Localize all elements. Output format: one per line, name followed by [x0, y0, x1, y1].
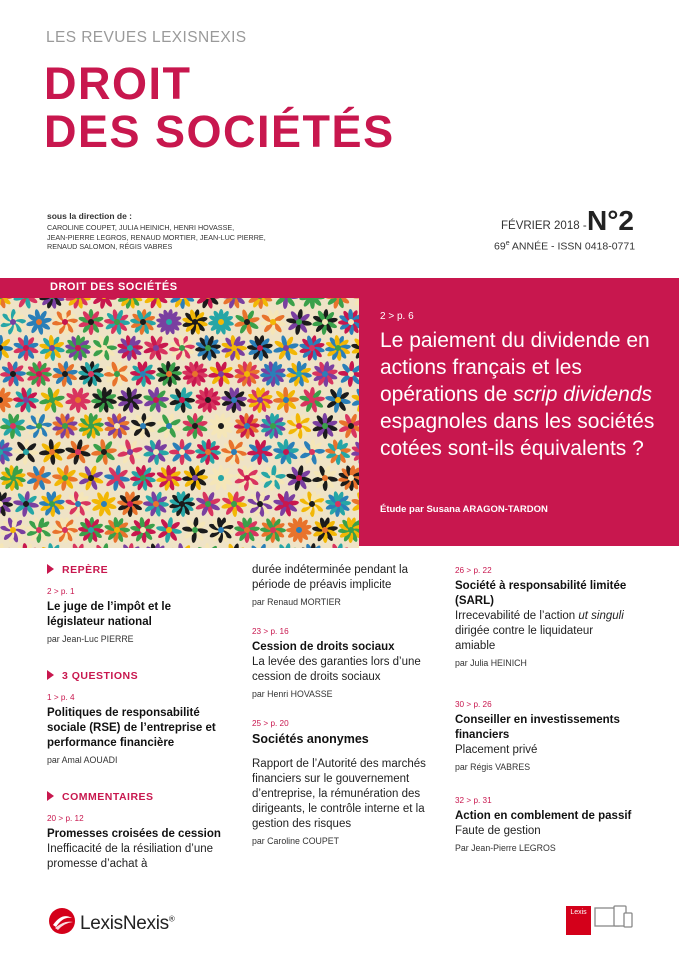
- article-author: Par Jean-Pierre LEGROS: [455, 843, 556, 853]
- lexisnexis-logo-icon: [47, 906, 77, 941]
- editors-list: [47, 223, 277, 252]
- journal-title-line2: DES SOCIÉTÉS: [44, 106, 395, 157]
- year-number: 69: [494, 240, 506, 253]
- article-ref: 20 > p. 12: [47, 814, 84, 823]
- article-author: par Henri HOVASSE: [252, 689, 333, 699]
- article-description: Faute de gestion: [455, 825, 541, 837]
- article-author: par Amal AOUADI: [47, 755, 118, 765]
- section-3-questions: [47, 669, 227, 684]
- triangle-icon: [47, 564, 54, 574]
- issue-year-issn: [494, 240, 635, 253]
- section-label: COMMENTAIRES: [62, 791, 154, 803]
- editors-line: JEAN-PIERRE LEGROS, RENAUD MORTIER, JEAN-LUC PIERRE,: [47, 232, 266, 242]
- section-repere: [47, 563, 227, 578]
- series-name: LES REVUES LEXISNEXIS: [46, 29, 247, 46]
- column-left: [47, 563, 227, 872]
- article-author: par Renaud MORTIER: [252, 597, 341, 607]
- desc-part: dirigée contre le liquidateur amiable: [455, 625, 594, 652]
- editors-line: CAROLINE COUPET, JULIA HEINICH, HENRI HOVASSE,: [47, 223, 235, 232]
- author-prefix: Étude par Susana: [380, 504, 463, 515]
- article-ref: 1 > p. 4: [47, 693, 75, 702]
- article-title[interactable]: Cession de droits sociaux: [252, 641, 395, 653]
- desc-part: Irrecevabilité de l’action: [455, 610, 579, 622]
- feature-title[interactable]: [380, 327, 675, 462]
- badge-text: Lexis: [570, 909, 587, 916]
- article-description: Rapport de l’Autorité des marchés financiers sur le gouvernement d’entreprise, la rémunération des dirigeants, le contrôle interne et la gestion des risques: [252, 758, 426, 830]
- triangle-icon: [47, 670, 54, 680]
- logo-word: LexisNexis: [80, 913, 169, 934]
- feature-author: [380, 504, 548, 515]
- journal-title: [44, 60, 395, 156]
- article-ref: 30 > p. 26: [455, 700, 492, 709]
- article-title[interactable]: Action en comblement de passif: [455, 810, 632, 822]
- article-title[interactable]: Politiques de responsabilité sociale (RSE) de l’entreprise et performance financière: [47, 707, 216, 749]
- feature-ref: 2 > p. 6: [380, 311, 414, 322]
- article-description: Placement privé: [455, 744, 538, 756]
- cover-mosaic-image: [0, 296, 359, 548]
- desc-italic: ut singuli: [578, 610, 624, 622]
- devices-icon: [594, 904, 634, 939]
- lexisnexis-logo-text: [80, 913, 174, 935]
- article-ref: 25 > p. 20: [252, 719, 289, 728]
- issue-date: FÉVRIER 2018 -: [501, 220, 587, 232]
- editors-line: RENAUD SALOMON, RÉGIS VABRES: [47, 242, 173, 252]
- feature-title-b: espagnoles dans les sociétés cotées sont-ils équivalents ?: [380, 410, 655, 460]
- article-title[interactable]: Conseiller en investissements financiers: [455, 714, 620, 741]
- rubric-label: DROIT DES SOCIÉTÉS: [50, 281, 178, 293]
- article-ref: 26 > p. 22: [455, 566, 492, 575]
- year-rest: ANNÉE - ISSN 0418-0771: [509, 240, 636, 253]
- feature-title-a: Le paiement du dividende en actions français et les opérations de: [380, 329, 650, 406]
- journal-title-line1: DROIT: [44, 58, 192, 109]
- article-author: par Jean-Luc PIERRE: [47, 634, 134, 644]
- direction-label: sous la direction de :: [47, 211, 133, 221]
- article-title[interactable]: Sociétés anonymes: [252, 732, 369, 746]
- issue-number: N°2: [587, 205, 634, 236]
- article-description: [455, 609, 635, 654]
- section-label: 3 QUESTIONS: [62, 670, 139, 682]
- article-author: par Régis VABRES: [455, 762, 531, 772]
- article-description: La levée des garanties lors d’une cession de droits sociaux: [252, 656, 421, 683]
- column-middle: [252, 563, 432, 849]
- lexis-badge: [566, 906, 591, 935]
- article-ref: 2 > p. 1: [47, 587, 75, 596]
- column-right: [455, 563, 635, 856]
- article-ref: 23 > p. 16: [252, 627, 289, 636]
- year-sup: e: [505, 240, 510, 247]
- logo-reg: ®: [168, 914, 175, 924]
- feature-title-italic: scrip dividends: [513, 383, 653, 406]
- article-title[interactable]: Promesses croisées de cession: [47, 828, 221, 840]
- article-description: durée indéterminée pendant la période de préavis implicite: [252, 564, 409, 591]
- article-author: par Julia HEINICH: [455, 658, 527, 668]
- article-description: Inefficacité de la résiliation d’une promesse d’achat à: [47, 843, 214, 870]
- section-label: REPÈRE: [62, 564, 109, 576]
- article-title[interactable]: Société à responsabilité limitée (SARL): [455, 580, 627, 607]
- section-commentaires: [47, 790, 227, 805]
- article-ref: 32 > p. 31: [455, 796, 492, 805]
- article-title[interactable]: Le juge de l’impôt et le législateur national: [47, 601, 171, 628]
- article-author: par Caroline COUPET: [252, 836, 340, 846]
- author-name: ARAGON-TARDON: [462, 504, 548, 515]
- triangle-icon: [47, 791, 54, 801]
